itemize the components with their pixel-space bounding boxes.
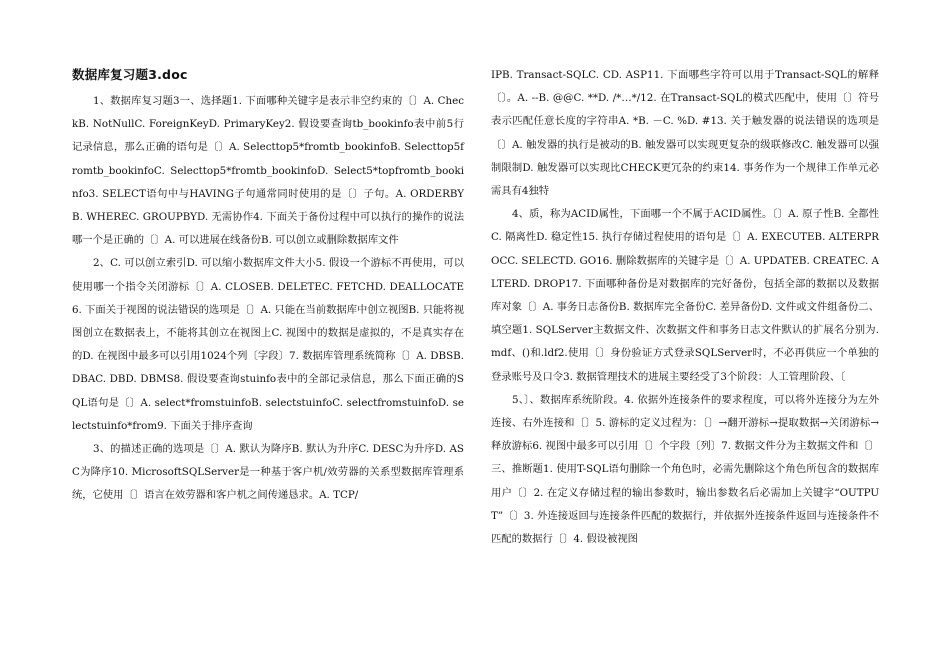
- left-column-text: [72, 90, 464, 508]
- right-column-text: [491, 64, 879, 551]
- paragraph: IPB. Transact-SQLC. CD. ASP11. 下面哪些字符可以用于Transact-SQL的解释〔〕。A. --B. @@C. **D. /*…*/12. 在Transact-SQL的模式匹配中，使用〔〕符号表示匹配任意长度的字符串A. *B. －C. %D. #13. 关于触发器的说法错误的选项是〔〕A. 触发器的执行是被动的B. 触发器可以实现更复杂的级联修改C. 触发器可以强制限制D. 触发器可以实现比CHECK更冗杂的约束14. 事务作为一个规律工作单元必需具有4独特: [491, 69, 879, 198]
- paragraph: 5、〕、数据库系统阶段。4. 依据外连接条件的要求程度，可以将外连接分为左外连接、右外连接和〔〕5. 游标的定义过程为：〔〕→翻开游标→提取数据→关闭游标→释放游标6. 视图中最多可以引用〔〕个字段〔列〕7. 数据文件分为主数据文件和〔〕三、推断题1. 使用T-SQL语句删除一个角色时，必需先删除这个角色所包含的数据库用户〔〕2. 在定义存储过程的输出参数时，输出参数名后必需加上关键字“OUTPUT”〔〕3. 外连接返回与连接条件匹配的数据行，并依据外连接条件返回与连接条件不匹配的数据行〔〕4. 假设被视图: [491, 393, 879, 546]
- paragraph: 4、质，称为ACID属性，下面哪一个不属于ACID属性。〔〕A. 原子性B. 全都性C. 隔离性D. 稳定性15. 执行存储过程使用的语句是〔〕A. EXECUTEB. ALTERPROCC. SELECTD. GO16. 删除数据库的关键字是〔〕A. UPDATEB. CREATEC. ALTERD. DROP17. 下面哪种备份是对数据库的完好备份，包括全部的数据以及数据库对象〔〕A. 事务日志备份B. 数据库完全备份C. 差异备份D. 文件或文件组备份二、填空题1. SQLServer主数据文件、次数据文件和事务日志文件默认的扩展名分别为.mdf、()和.ldf2.使用〔〕身份验证方式登录SQLServer时，不必再供应一个单独的登录账号及口令3. 数据管理技术的进展主要经受了3个阶段：人工管理阶段、〔: [491, 208, 879, 383]
- document-title: 数据库复习题3.doc: [72, 67, 188, 82]
- paragraph: 1、数据库复习题3一、选择题1. 下面哪种关键字是表示非空约束的〔〕A. CheckB. NotNullC. ForeignKeyD. PrimaryKey2. 假设要查询tb_bookinfo表中前5行记录信息，那么正确的语句是〔〕A. Selecttop5*fromtb_bookinfoB. Selecttop5fromtb_bookinfoC. Selecttop5*fromtb_bookinfoD. Select5*topfromtb_bookinfo3. SELECT语句中与HAVING子句通常同时使用的是〔〕子句。A. ORDERBYB. WHEREC. GROUPBYD. 无需协作4. 下面关于备份过程中可以执行的操作的说法哪一个是正确的〔〕A. 可以进展在线备份B. 可以创立或删除数据库文件: [72, 95, 464, 247]
- paragraph: 2、C. 可以创立索引D. 可以缩小数据库文件大小5. 假设一个游标不再使用，可以使用哪一个指令关闭游标〔〕A. CLOSEB. DELETEC. FETCHD. DEALLOCATE6. 下面关于视图的说法错误的选项是〔〕A. 只能在当前数据库中创立视图B. 只能将视图创立在数据表上，不能将其创立在视图上C. 视图中的数据是虚拟的，不是真实存在的D. 在视图中最多可以引用1024个列〔字段〕7. 数据库管理系统简称〔〕A. DBSB. DBAC. DBD. DBMS8. 假设要查询stuinfo表中的全部记录信息，那么下面正确的SQL语句是〔〕A. select*fromstuinfoB. selectstuinfoC. selectfromstuinfoD. selectstuinfo*from9. 下面关于排序查询: [72, 257, 464, 432]
- paragraph: 3、的描述正确的选项是〔〕A. 默认为降序B. 默认为升序C. DESC为升序D. ASC为降序10. MicrosoftSQLServer是一种基于客户机/效劳器的关系型数据库管理系统，它使用〔〕语言在效劳器和客户机之间传递恳求。A. TCP/: [72, 443, 464, 502]
